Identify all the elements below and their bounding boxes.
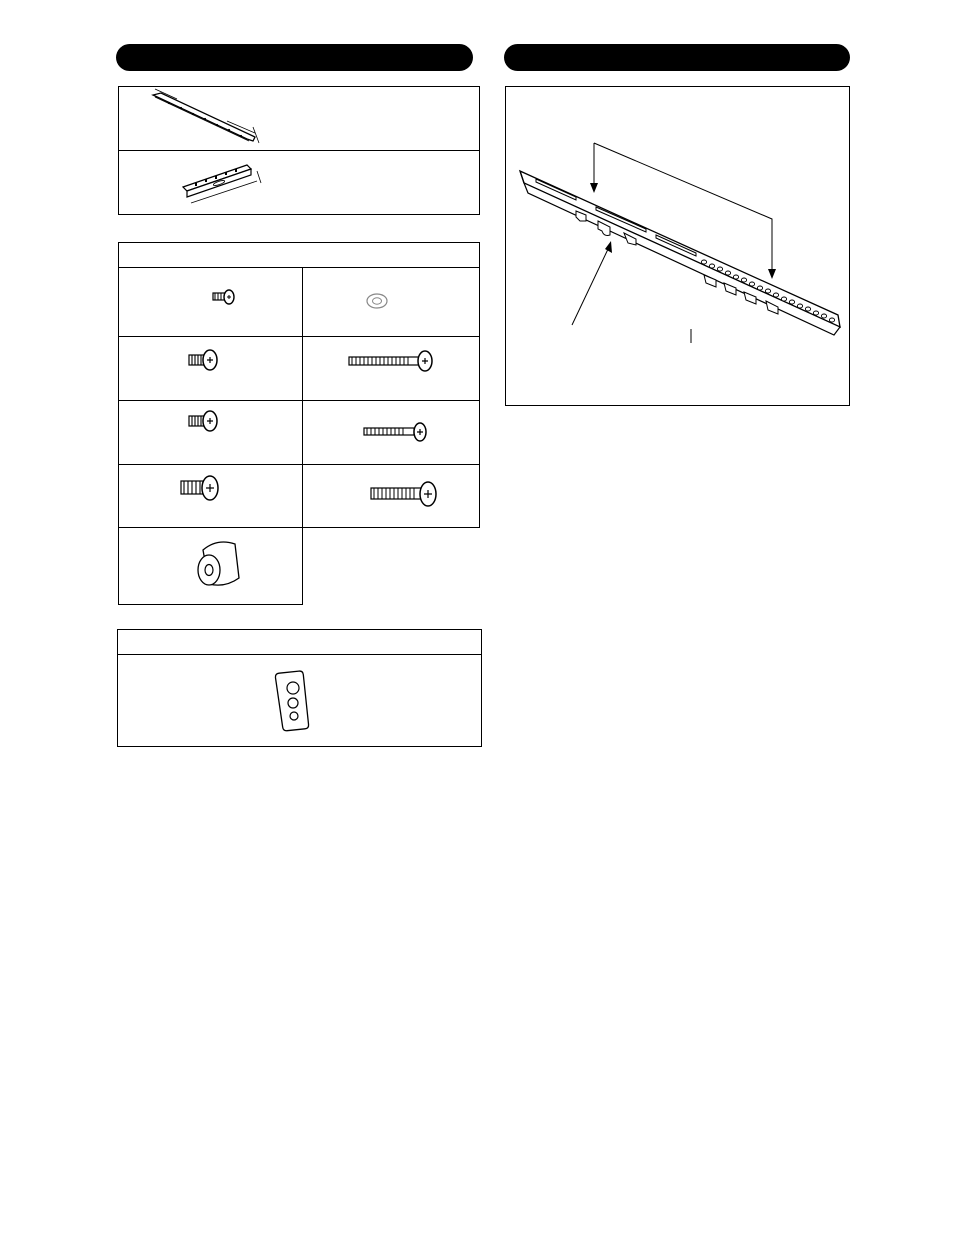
- spacer-cell: [118, 527, 303, 605]
- left-section-header: [116, 44, 473, 71]
- bracket-rail-icon: [147, 89, 267, 149]
- right-section-header: [504, 44, 850, 71]
- bracket-plate-icon: [177, 157, 277, 211]
- bolt-icon: [347, 347, 439, 377]
- hardware-box: [118, 242, 480, 528]
- diagram-box: [505, 86, 850, 406]
- template-icon: [272, 670, 312, 734]
- template-box: [117, 629, 482, 747]
- spacer-icon: [191, 536, 251, 596]
- wall-bracket-diagram: [506, 87, 851, 407]
- bolt-icon: [369, 478, 443, 512]
- washer-icon: [364, 291, 390, 311]
- brackets-box: [118, 86, 480, 215]
- screw-icon: [211, 288, 241, 308]
- bolt-icon: [179, 471, 223, 507]
- bolt-icon: [187, 346, 223, 376]
- bolt-icon: [362, 419, 432, 445]
- bolt-icon: [187, 407, 223, 437]
